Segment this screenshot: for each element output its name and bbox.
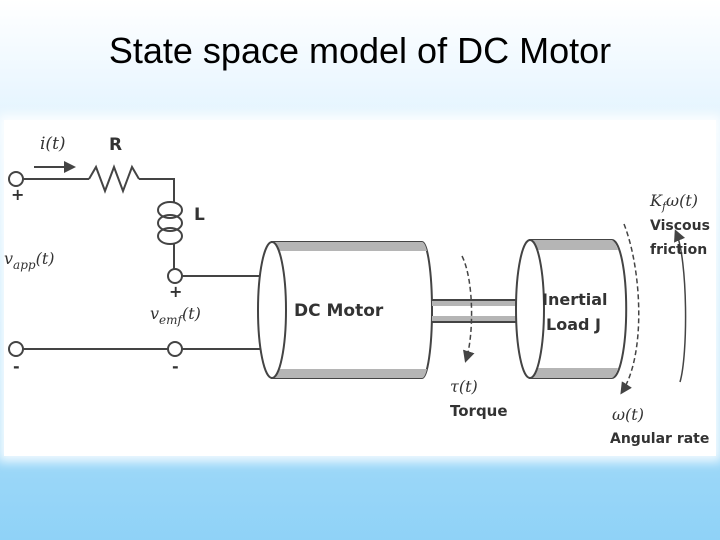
- load-label-line2: Load J: [546, 315, 601, 334]
- resistor-to-inductor-wire: [139, 179, 174, 202]
- vemf-label: $v_{emf}(t)$: [150, 304, 201, 327]
- current-arrowhead: [64, 161, 76, 173]
- emf-positive-terminal: [168, 269, 182, 283]
- inductor-symbol: [158, 202, 182, 244]
- emf-plus-sign: +: [169, 282, 183, 301]
- vapp-plus-sign: +: [11, 185, 25, 204]
- torque-symbol: τ(t): [450, 377, 478, 396]
- motor-shaft: [432, 300, 522, 322]
- torque-rotation-arrow: [450, 256, 508, 420]
- dc-motor-diagram: [4, 120, 716, 456]
- vapp-positive-terminal: [9, 172, 23, 186]
- inductor-label: L: [194, 205, 205, 225]
- circuit: [4, 134, 262, 376]
- resistor-label: R: [109, 135, 123, 155]
- inertial-load-cylinder: [516, 240, 626, 378]
- friction-label-line1: Viscous: [650, 218, 710, 234]
- slide-title: State space model of DC Motor: [108, 30, 612, 71]
- omega-symbol: ω(t): [612, 405, 644, 424]
- vapp-minus-sign: -: [13, 357, 20, 376]
- friction-label-line2: friction: [650, 242, 708, 258]
- friction-symbol: $K_f\omega(t)$: [650, 191, 698, 213]
- motor-label: DC Motor: [294, 301, 384, 321]
- diagram-panel: [4, 120, 716, 456]
- emf-negative-terminal: [168, 342, 182, 356]
- current-label: i(t): [40, 134, 66, 154]
- load-label-line1: Inertial: [542, 290, 608, 309]
- vapp-negative-terminal: [9, 342, 23, 356]
- emf-minus-sign: -: [172, 357, 179, 376]
- omega-label: Angular rate: [610, 431, 710, 447]
- torque-label: Torque: [450, 402, 508, 420]
- vapp-label: $v_{app}(t)$: [4, 249, 55, 272]
- dc-motor-cylinder: [258, 242, 432, 378]
- resistor-symbol: [89, 167, 139, 191]
- viscous-friction-arrow: [649, 191, 710, 382]
